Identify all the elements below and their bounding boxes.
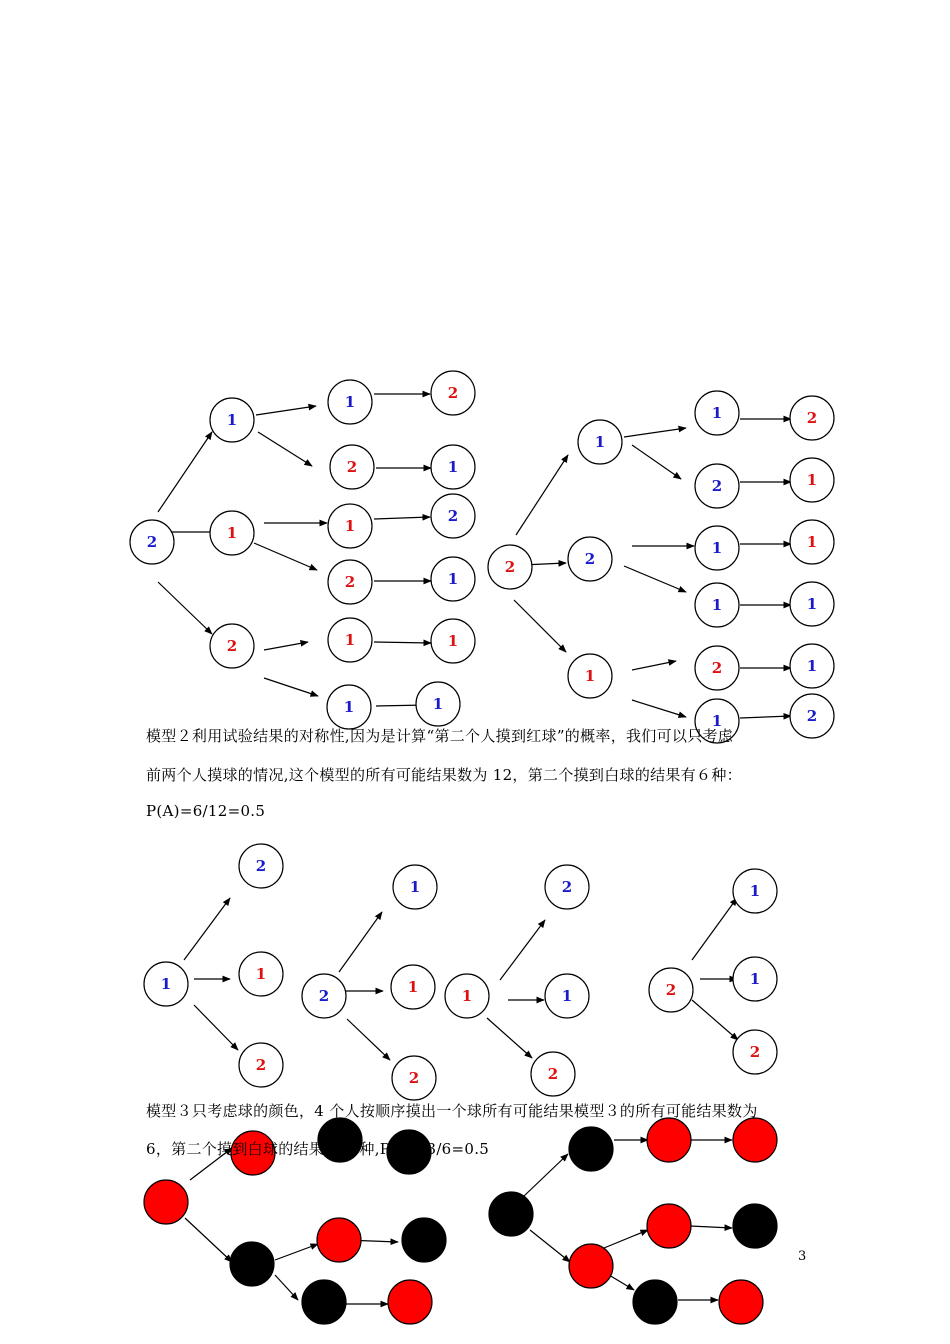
black-ball <box>489 1192 533 1236</box>
node-label: 1 <box>160 975 172 993</box>
tree1-arrow <box>258 432 312 466</box>
tree2-arrow <box>624 566 686 592</box>
node-label: 1 <box>226 524 238 542</box>
model3-arrow <box>184 898 230 960</box>
model3-node <box>144 962 188 1006</box>
tree1-node <box>431 371 475 415</box>
model3-text-line1: 模型３只考虑球的颜色，4 个人按顺序摸出一个球所有可能结果模型３的所有可能结果数为 <box>146 1102 758 1120</box>
tree1-arrow <box>374 517 430 519</box>
node-label: 2 <box>255 857 267 875</box>
tree1-arrow <box>264 678 318 696</box>
black-ball <box>302 1280 346 1324</box>
node-label: 2 <box>806 707 818 725</box>
node-label: 2 <box>255 1056 267 1074</box>
node-label: 1 <box>344 393 356 411</box>
tree2-node <box>695 391 739 435</box>
node-label: 2 <box>408 1069 420 1087</box>
node-label: 1 <box>344 631 356 649</box>
tree2-arrow <box>624 428 686 437</box>
tree1-node <box>210 511 254 555</box>
model3-arrow <box>487 1018 532 1058</box>
red-ball <box>647 1204 691 1248</box>
node-label: 1 <box>432 695 444 713</box>
node-label: 1 <box>711 596 723 614</box>
node-label: 1 <box>711 404 723 422</box>
node-label: 1 <box>806 595 818 613</box>
tree2-node <box>790 644 834 688</box>
node-label: 2 <box>447 507 459 525</box>
model3-text-line2: 6，第二个摸到白球的结果有 3 种,P(A)=3/6=0.5 <box>146 1140 490 1158</box>
model3-node <box>239 952 283 996</box>
node-label: 1 <box>461 987 473 1005</box>
model3-arrow <box>194 1005 238 1050</box>
tree1-node <box>210 398 254 442</box>
model3-node <box>649 968 693 1012</box>
tree1-node <box>130 520 174 564</box>
model3-node <box>392 1056 436 1100</box>
node-label: 1 <box>806 657 818 675</box>
tree1-arrow <box>264 642 308 650</box>
node-label: 2 <box>504 558 516 576</box>
model3-node <box>302 974 346 1018</box>
node-label: 2 <box>749 1043 761 1061</box>
model3-node <box>239 844 283 888</box>
model2-text-line2: 前两个人摸球的情况,这个模型的所有可能结果数为 12，第二个摸到白球的结果有６种： <box>146 766 742 784</box>
color-tree-arrow <box>524 1154 568 1196</box>
node-label: 2 <box>561 878 573 896</box>
model3-node <box>445 974 489 1018</box>
tree2-node <box>695 526 739 570</box>
tree1-arrow <box>158 432 212 512</box>
node-label: 1 <box>594 433 606 451</box>
node-label: 1 <box>255 965 267 983</box>
tree2-arrow <box>632 661 676 670</box>
tree2-arrow <box>632 445 681 479</box>
model3-node <box>531 1052 575 1096</box>
tree2-node <box>568 654 612 698</box>
red-ball <box>647 1118 691 1162</box>
red-ball <box>144 1180 188 1224</box>
tree1-node <box>431 494 475 538</box>
node-label: 2 <box>318 987 330 1005</box>
tree1-node <box>431 557 475 601</box>
node-label: 1 <box>749 970 761 988</box>
node-label: 1 <box>447 458 459 476</box>
node-label: 1 <box>749 882 761 900</box>
model3-arrow <box>339 912 382 972</box>
node-label: 2 <box>806 409 818 427</box>
tree2-node <box>568 537 612 581</box>
tree2-arrow <box>740 716 791 718</box>
node-label: 1 <box>711 712 723 730</box>
tree1-node <box>328 618 372 662</box>
tree1-arrow <box>374 642 431 643</box>
tree2-arrow <box>514 600 566 652</box>
tree1-node <box>328 560 372 604</box>
node-label: 1 <box>409 878 421 896</box>
black-ball <box>569 1127 613 1171</box>
color-tree-arrow <box>690 1226 732 1228</box>
model2-probability: P(A)=6/12=0.5 <box>146 802 266 820</box>
tree2-node <box>488 545 532 589</box>
node-label: 2 <box>226 637 238 655</box>
color-tree-arrow <box>275 1244 318 1260</box>
model2-text-line1: 模型２利用试验结果的对称性,因为是计算“第二个人摸到红球”的概率，我们可以只考虑 <box>146 727 734 745</box>
node-label: 2 <box>665 981 677 999</box>
node-label: 2 <box>547 1065 559 1083</box>
model3-arrow <box>692 1000 738 1040</box>
model3-node <box>391 965 435 1009</box>
tree1-arrow <box>256 406 316 415</box>
node-label: 1 <box>344 517 356 535</box>
tree1-node <box>330 445 374 489</box>
node-label: 1 <box>561 987 573 1005</box>
red-ball <box>719 1280 763 1324</box>
node-label: 1 <box>584 667 596 685</box>
node-label: 1 <box>806 533 818 551</box>
node-label: 2 <box>344 573 356 591</box>
color-tree-arrow <box>185 1218 232 1262</box>
model3-arrow <box>692 898 737 960</box>
tree2-arrow <box>632 700 686 717</box>
black-ball <box>633 1280 677 1324</box>
node-label: 1 <box>447 632 459 650</box>
tree2-node <box>790 396 834 440</box>
node-label: 2 <box>711 659 723 677</box>
node-label: 2 <box>146 533 158 551</box>
color-tree-arrow <box>604 1230 648 1248</box>
red-ball <box>733 1118 777 1162</box>
red-ball <box>317 1218 361 1262</box>
tree1-node <box>431 619 475 663</box>
node-label: 2 <box>584 550 596 568</box>
model3-node <box>239 1043 283 1087</box>
tree1-node <box>328 504 372 548</box>
tree2-node <box>790 520 834 564</box>
tree1-arrow <box>254 543 317 570</box>
model3-node <box>733 1030 777 1074</box>
black-ball <box>402 1218 446 1262</box>
tree1-node <box>327 685 371 729</box>
node-label: 1 <box>806 471 818 489</box>
node-label: 1 <box>711 539 723 557</box>
tree2-node <box>695 583 739 627</box>
tree2-node <box>790 694 834 738</box>
tree2-node <box>578 420 622 464</box>
model3-node <box>733 869 777 913</box>
model3-node <box>733 957 777 1001</box>
tree2-node <box>790 458 834 502</box>
node-label: 1 <box>343 698 355 716</box>
node-label: 2 <box>711 477 723 495</box>
black-ball <box>733 1204 777 1248</box>
node-label: 2 <box>346 458 358 476</box>
tree1-node <box>416 682 460 726</box>
tree1-node <box>210 624 254 668</box>
page-number: 3 <box>798 1249 807 1264</box>
model3-arrow <box>347 1019 390 1060</box>
node-label: 1 <box>226 411 238 429</box>
tree2-arrow <box>516 455 568 535</box>
color-tree-arrow <box>275 1275 298 1300</box>
tree2-node <box>695 646 739 690</box>
model3-node <box>545 974 589 1018</box>
model3-arrow <box>500 920 545 980</box>
tree2-node <box>790 582 834 626</box>
red-ball <box>388 1280 432 1324</box>
tree1-node <box>431 445 475 489</box>
model3-node <box>545 865 589 909</box>
node-label: 2 <box>447 384 459 402</box>
red-ball <box>569 1244 613 1288</box>
black-ball <box>230 1242 274 1286</box>
node-label: 1 <box>407 978 419 996</box>
model3-node <box>393 865 437 909</box>
tree1-arrow <box>158 582 212 634</box>
tree2-node <box>695 464 739 508</box>
color-tree-arrow <box>530 1230 570 1262</box>
tree1-node <box>328 380 372 424</box>
node-label: 1 <box>447 570 459 588</box>
